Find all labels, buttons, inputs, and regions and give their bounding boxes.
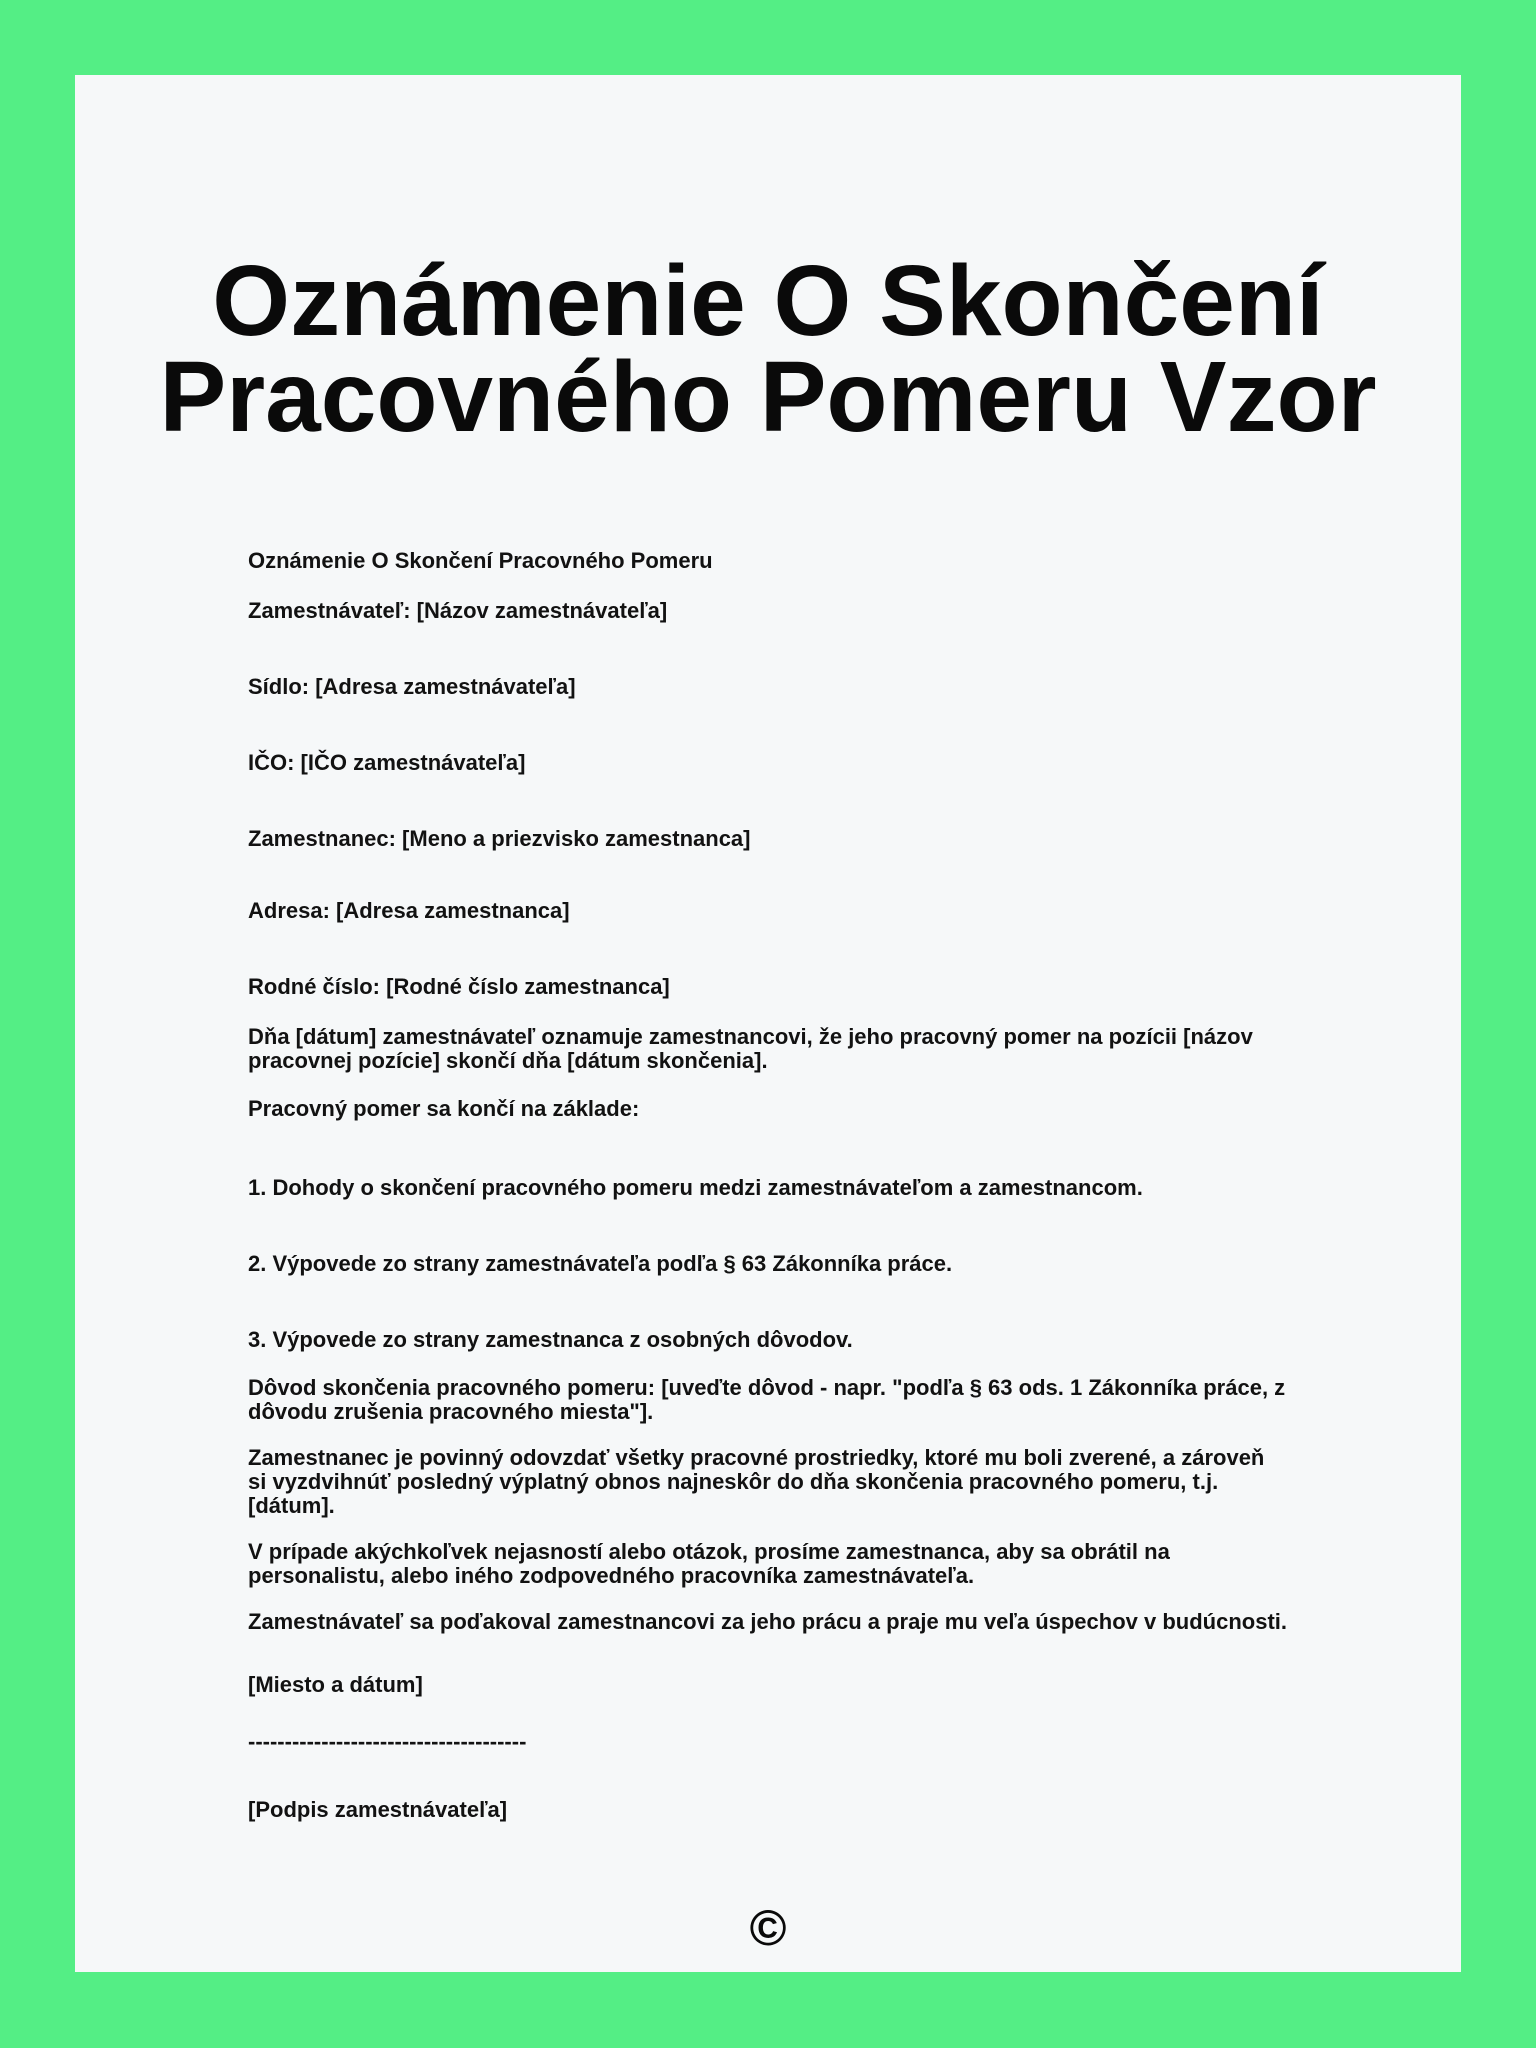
paragraph-place-date: [Miesto a dátum] [248, 1672, 423, 1697]
copyright-icon: © [749, 1900, 787, 1956]
document-body [248, 549, 1288, 1822]
paragraph-employee-address: Adresa: [Adresa zamestnanca] [248, 898, 570, 923]
paragraph-contact-info: V prípade akýchkoľvek nejasností alebo otázok, prosíme zamestnanca, aby sa obrátil na personalistu, alebo iného zodpovedného pracovníka zamestnávateľa. [248, 1539, 1170, 1588]
paragraph-birth-number: Rodné číslo: [Rodné číslo zamestnanca] [248, 974, 670, 999]
paragraph-heading: Oznámenie O Skončení Pracovného Pomeru [248, 548, 713, 573]
paragraph-thanks: Zamestnávateľ sa poďakoval zamestnancovi za jeho prácu a praje mu veľa úspechov v budúcnosti. [248, 1609, 1288, 1634]
list-item-1: 1. Dohody o skončení pracovného pomeru medzi zamestnávateľom a zamestnancom. [248, 1175, 1143, 1200]
paragraph-obligations: Zamestnanec je povinný odovzdať všetky pracovné prostriedky, ktoré mu boli zverené, a zároveň si vyzdvihnúť posledný výplatný obnos najneskôr do dňa skončenia pracovného pomeru, t.j. [dátum]. [248, 1445, 1265, 1518]
list-item-3: 3. Výpovede zo strany zamestnanca z osobných dôvodov. [248, 1327, 853, 1352]
list-item-2: 2. Výpovede zo strany zamestnávateľa podľa § 63 Zákonníka práce. [248, 1251, 953, 1276]
paragraph-termination-notice: Dňa [dátum] zamestnávateľ oznamuje zamestnancovi, že jeho pracovný pomer na pozícii [názov pracovnej pozície] skončí dňa [dátum skončenia]. [248, 1024, 1253, 1073]
document-page [75, 75, 1461, 1972]
paragraph-signature: [Podpis zamestnávateľa] [248, 1797, 508, 1822]
paragraph-employee: Zamestnanec: [Meno a priezvisko zamestnanca] [248, 826, 751, 851]
paragraph-employer-address: Sídlo: [Adresa zamestnávateľa] [248, 674, 576, 699]
paragraph-employer: Zamestnávateľ: [Názov zamestnávateľa] [248, 598, 668, 623]
paragraph-employer-ico: IČO: [IČO zamestnávateľa] [248, 750, 526, 775]
page-title: Oznámenie O Skončení Pracovného Pomeru Vzor [159, 245, 1377, 453]
paragraph-termination-reason: Dôvod skončenia pracovného pomeru: [uveďte dôvod - napr. "podľa § 63 ods. 1 Zákonníka práce, z dôvodu zrušenia pracovného miesta"]. [248, 1375, 1286, 1424]
paragraph-basis-intro: Pracovný pomer sa končí na základe: [248, 1096, 640, 1121]
signature-line: -------------------------------------- [248, 1729, 527, 1754]
